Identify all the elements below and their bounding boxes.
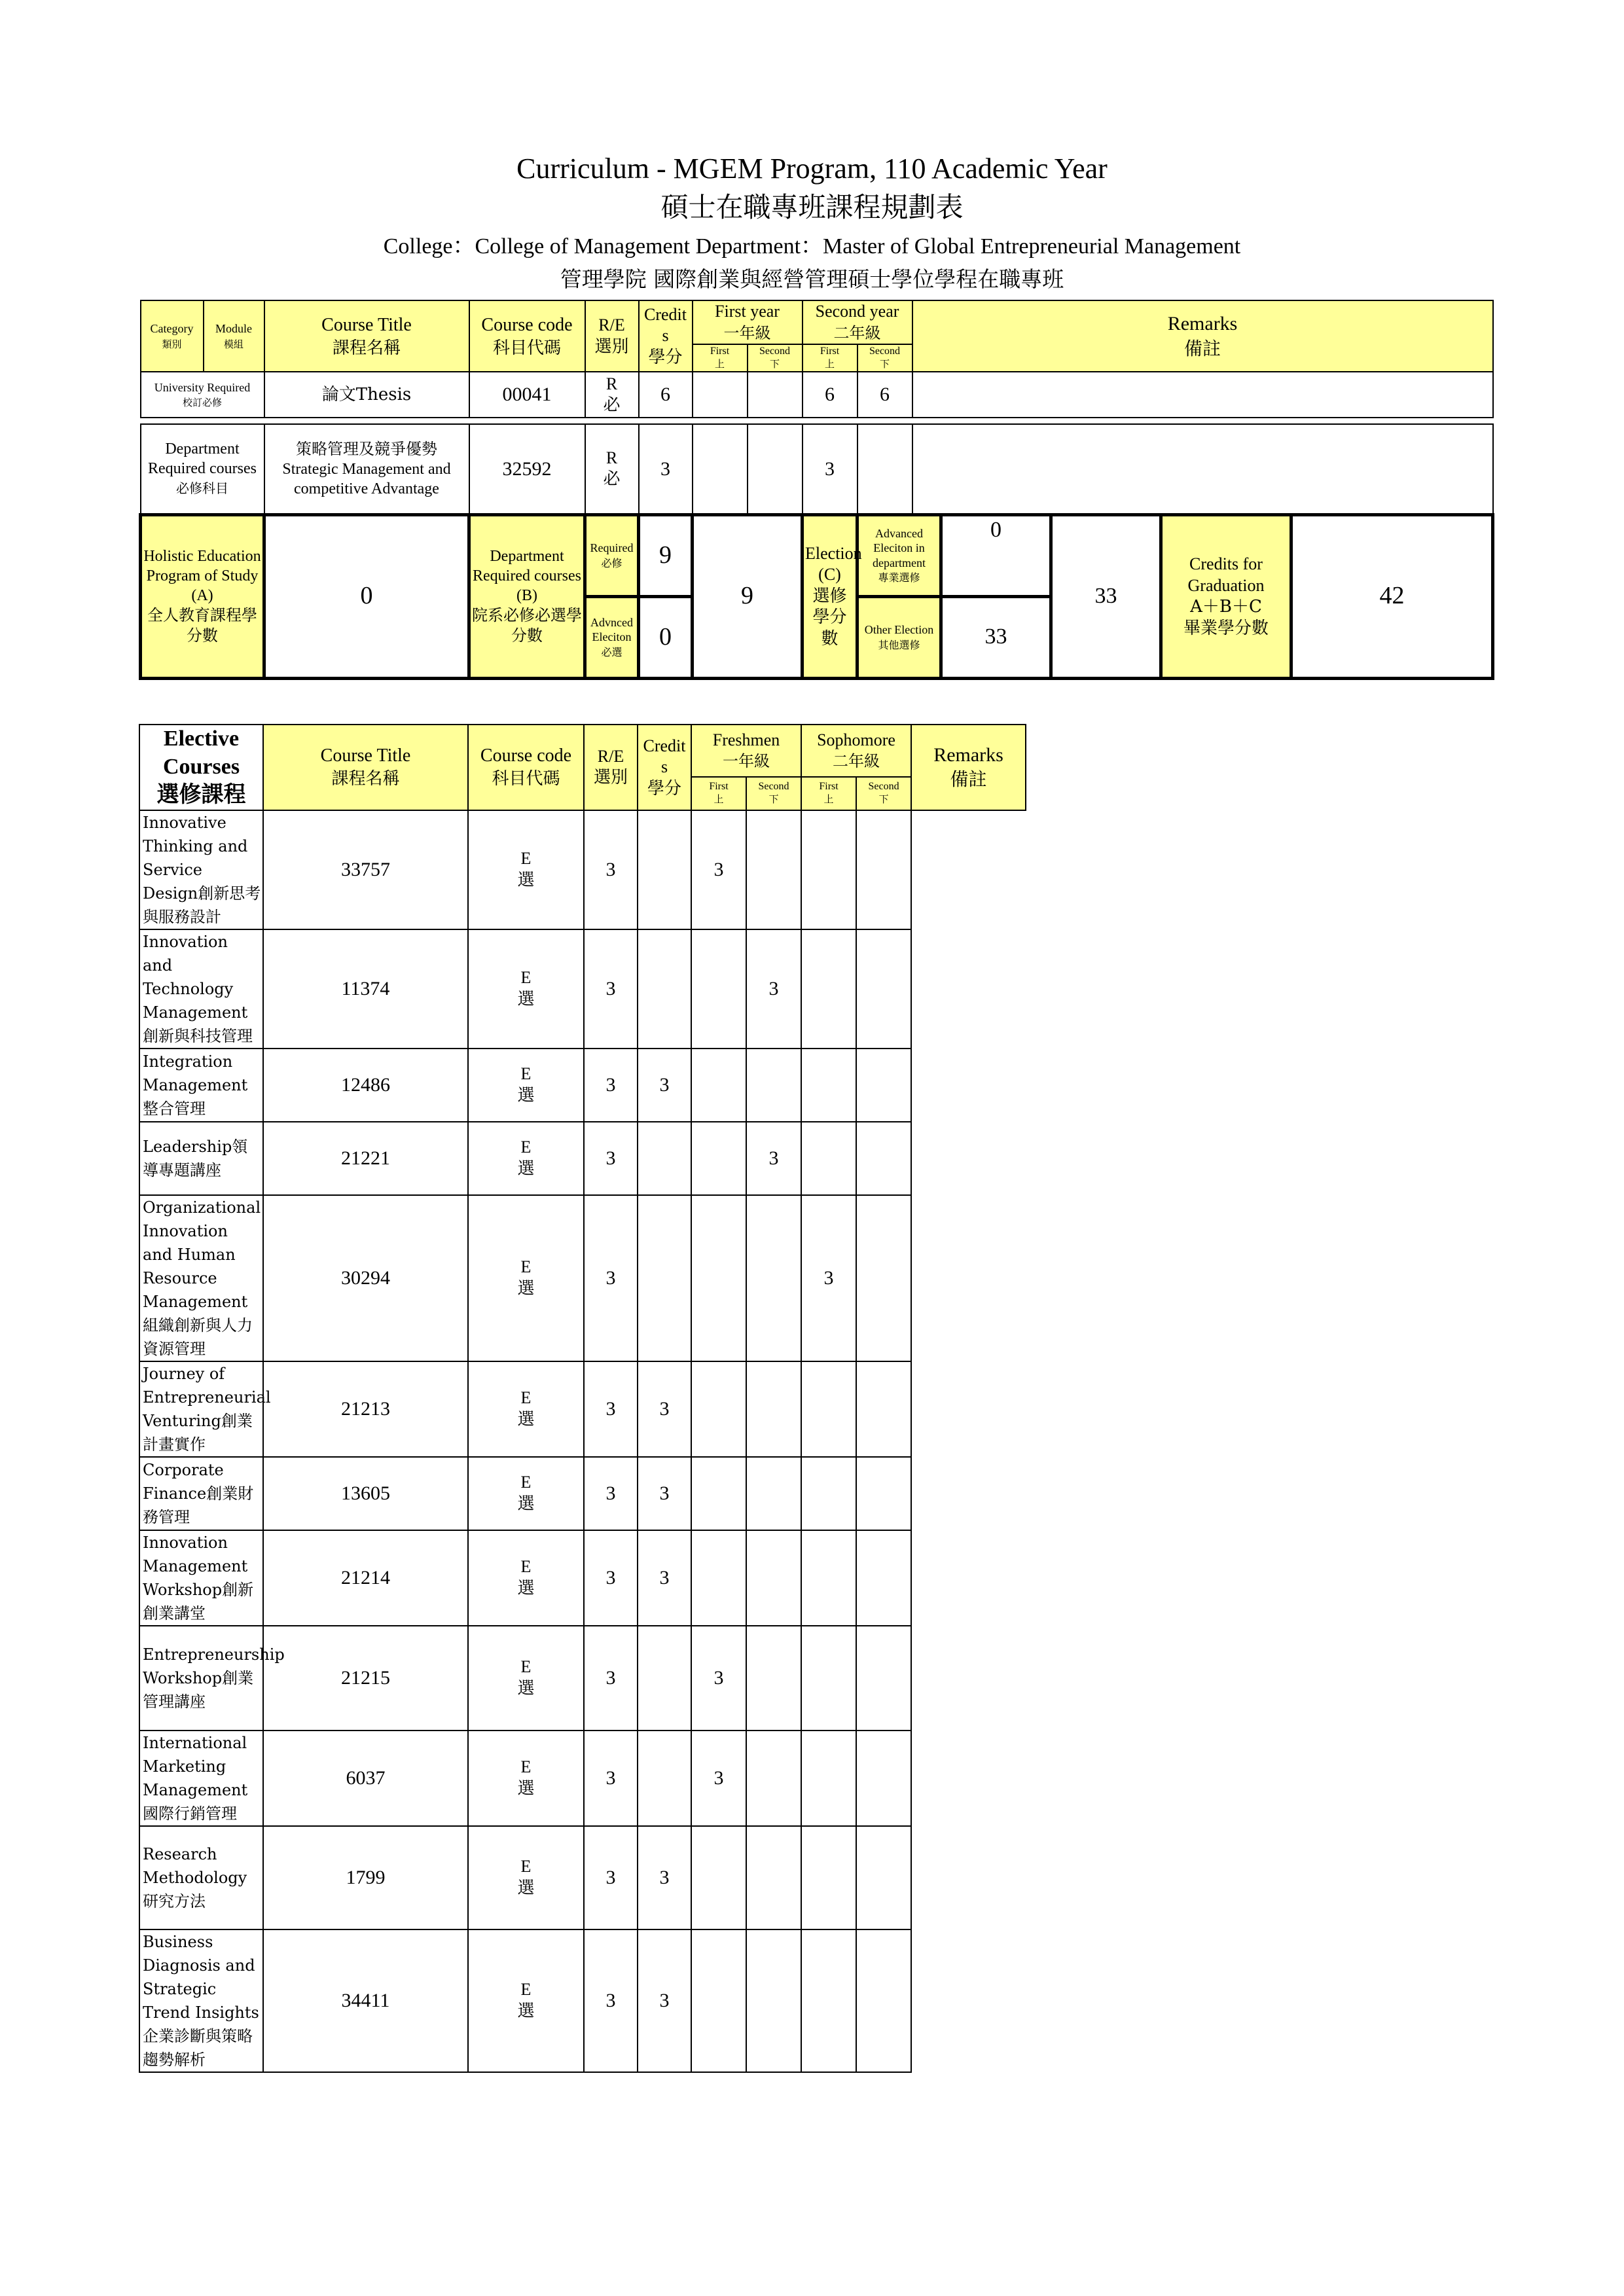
row-re: R 必: [585, 372, 639, 418]
row-y2-first: [746, 1530, 801, 1626]
row-course-code: 34411: [263, 1929, 468, 2072]
election-label: Election (C) 選修學分數: [803, 514, 857, 678]
header-y1-second: Second 下: [748, 344, 803, 372]
row-remarks: [856, 1929, 911, 2072]
totals-row: [141, 514, 1493, 596]
row-credits: 6: [639, 372, 693, 418]
re-letter: E: [520, 1757, 532, 1776]
re-letter: E: [520, 1138, 532, 1157]
header-course-title: Course Title 課程名稱: [263, 725, 468, 810]
table-row: [141, 424, 1493, 514]
row-re: R 必: [585, 424, 639, 514]
row-credits: 3: [584, 1826, 638, 1929]
row-remarks: [856, 1361, 911, 1457]
table-row: [139, 1195, 1026, 1361]
row-credits: 3: [584, 1731, 638, 1826]
re-letter: E: [520, 1388, 532, 1407]
required-courses-table: [139, 300, 1494, 680]
row-credits: 3: [584, 1929, 638, 2072]
row-course-code: 21214: [263, 1530, 468, 1626]
row-re: [468, 1626, 584, 1731]
header-credits: Credit s 學分: [639, 300, 693, 372]
header-re: R/E 選別: [584, 725, 638, 810]
row-credits: 3: [639, 424, 693, 514]
row-y1-first: [693, 424, 748, 514]
row-y1-first: [638, 929, 691, 1049]
row-course-title: Innovative Thinking and Service Design創新思考與服務設計: [139, 810, 263, 929]
dept-total-value: 9: [693, 514, 803, 678]
row-y2-first: [746, 1195, 801, 1361]
table-row: [139, 810, 1026, 929]
re-zh: 選: [517, 1085, 535, 1105]
row-course-code: 33757: [263, 810, 468, 929]
row-re: [468, 1361, 584, 1457]
row-remarks: [856, 1530, 911, 1626]
row-y1-second: [691, 1929, 746, 2072]
row-y2-second: [801, 1457, 856, 1530]
row-y2-first: [746, 1049, 801, 1122]
row-course-title: Business Diagnosis and Strategic Trend Insights企業診斷與策略趨勢解析: [139, 1929, 263, 2072]
other-election-label: Other Election 其他選修: [857, 596, 941, 678]
row-y1-second: [691, 1530, 746, 1626]
header-second-year: Second year 二年級: [803, 300, 912, 344]
row-y1-second: [691, 929, 746, 1049]
elective-category: Elective Courses 選修課程: [139, 725, 263, 810]
row-y2-second: [801, 1731, 856, 1826]
row-y1-second: 3: [691, 1626, 746, 1731]
row-course-title: Research Methodology研究方法: [139, 1826, 263, 1929]
row-credits: 3: [584, 1530, 638, 1626]
header-course-title: Course Title 課程名稱: [264, 300, 469, 372]
re-letter: E: [520, 1980, 532, 1999]
row-course-code: 21221: [263, 1122, 468, 1195]
row-y1-second: 3: [691, 1731, 746, 1826]
re-letter: E: [520, 1473, 532, 1492]
row-credits: 3: [584, 1049, 638, 1122]
re-zh: 選: [517, 870, 535, 890]
row-course-code: 12486: [263, 1049, 468, 1122]
re-zh: 選: [517, 1678, 535, 1698]
row-credits: 3: [584, 1457, 638, 1530]
advanced-label: Advnced Eleciton 必選: [585, 596, 639, 678]
row-course-title: Innovation and Technology Management創新與科技管理: [139, 929, 263, 1049]
row-re: [468, 1195, 584, 1361]
table-row: [139, 1731, 1026, 1826]
adv-election-value: 0: [941, 514, 1051, 596]
row-y2-second: 6: [857, 372, 912, 418]
row-y1-second: [748, 424, 803, 514]
header-re: R/E 選別: [585, 300, 639, 372]
row-course-title: Journey of Entrepreneurial Venturing創業計畫實作: [139, 1361, 263, 1457]
row-y2-first: [746, 1457, 801, 1530]
header-remarks: Remarks 備註: [912, 300, 1493, 372]
header-category: Category 類別: [141, 300, 204, 372]
row-re: [468, 1122, 584, 1195]
page-title: Curriculum - MGEM Program, 110 Academic Year: [516, 152, 1108, 185]
row-course-title: Entrepreneurship Workshop創業管理講座: [139, 1626, 263, 1731]
row-course-title: International Marketing Management國際行銷管理: [139, 1731, 263, 1826]
dept-required-label: Department Required courses (B) 院系必修必選學分數: [469, 514, 585, 678]
re-letter: E: [520, 1657, 532, 1676]
row-remarks: [856, 929, 911, 1049]
row-y2-first: 3: [746, 929, 801, 1049]
holistic-value: 0: [264, 514, 469, 678]
row-course-title: Organizational Innovation and Human Resource Management組織創新與人力資源管理: [139, 1195, 263, 1361]
table-row: [139, 1530, 1026, 1626]
re-zh: 選: [517, 1494, 535, 1514]
row-remarks: [856, 1195, 911, 1361]
re-zh: 選: [517, 2001, 535, 2021]
re-letter: E: [520, 1857, 532, 1876]
row-y2-second: [801, 1049, 856, 1122]
other-election-value: 33: [941, 596, 1051, 678]
table-row: [141, 372, 1493, 418]
row-y2-second: [801, 1530, 856, 1626]
row-y2-first: 3: [803, 424, 857, 514]
row-remarks: [856, 810, 911, 929]
row-y2-first: [746, 1929, 801, 2072]
row-remarks: [912, 372, 1493, 418]
row-y1-first: 3: [638, 1530, 691, 1626]
table-row: [139, 1049, 1026, 1122]
row-remarks: [856, 1457, 911, 1530]
row-y1-second: [691, 1049, 746, 1122]
row-y1-first: [638, 1731, 691, 1826]
row-code: 00041: [469, 372, 585, 418]
row-y1-first: [638, 810, 691, 929]
row-course-title: Corporate Finance創業財務管理: [139, 1457, 263, 1530]
row-re: [468, 1457, 584, 1530]
election-total-value: 33: [1051, 514, 1161, 678]
header-first-year: First year 一年級: [693, 300, 803, 344]
row-credits: 3: [584, 1195, 638, 1361]
row-y1-second: 3: [691, 810, 746, 929]
row-credits: 3: [584, 1361, 638, 1457]
holistic-label: Holistic Education Program of Study (A) 全人教育課程學分數: [141, 514, 264, 678]
header-y1-first: First 上: [691, 777, 746, 810]
re-zh: 選: [517, 1578, 535, 1598]
re-zh: 選: [517, 1409, 535, 1429]
re-zh: 選: [517, 1158, 535, 1179]
row-y1-first: 3: [638, 1457, 691, 1530]
re-letter: E: [520, 1257, 532, 1276]
row-re: [468, 929, 584, 1049]
row-re: [468, 810, 584, 929]
row-y1-first: 3: [638, 1361, 691, 1457]
row-credits: 3: [584, 810, 638, 929]
table-row: [139, 1361, 1026, 1457]
row-y2-first: 6: [803, 372, 857, 418]
row-course-code: 21215: [263, 1626, 468, 1731]
row-y1-first: [638, 1122, 691, 1195]
row-y2-second: [801, 1361, 856, 1457]
re-zh: 選: [517, 989, 535, 1009]
row-y2-first: [746, 1626, 801, 1731]
table-row: [139, 1626, 1026, 1731]
row-y1-first: [693, 372, 748, 418]
header-y2-second: Second 下: [857, 344, 912, 372]
header-module: Module 模組: [204, 300, 264, 372]
table-row: [139, 1122, 1026, 1195]
row-remarks: [856, 1731, 911, 1826]
row-y2-first: [746, 1361, 801, 1457]
row-y1-first: 3: [638, 1826, 691, 1929]
elective-courses-table: [139, 724, 1026, 2073]
header-y1-second: Second 下: [746, 777, 801, 810]
row-re: [468, 1530, 584, 1626]
row-remarks: [856, 1626, 911, 1731]
row-course-code: 6037: [263, 1731, 468, 1826]
re-zh: 選: [517, 1278, 535, 1299]
required-label: Required 必修: [585, 514, 639, 596]
table-row: [139, 1826, 1026, 1929]
table-row: [139, 1929, 1026, 2072]
row-y2-first: [746, 1826, 801, 1929]
header-y2-first: First 上: [803, 344, 857, 372]
row-course-code: 1799: [263, 1826, 468, 1929]
row-y2-second: [801, 1826, 856, 1929]
row-y1-first: 3: [638, 1929, 691, 2072]
row-remarks: [856, 1826, 911, 1929]
row-y1-second: [691, 1122, 746, 1195]
row-re: [468, 1049, 584, 1122]
header-sophomore: Sophomore 二年級: [801, 725, 911, 777]
row-title: 論文Thesis: [264, 372, 469, 418]
graduation-value: 42: [1291, 514, 1493, 678]
header-course-code: Course code 科目代碼: [468, 725, 584, 810]
row-category: University Required 校訂必修: [141, 372, 264, 418]
header-y2-second: Second 下: [856, 777, 911, 810]
row-y1-first: [638, 1626, 691, 1731]
row-remarks: [856, 1049, 911, 1122]
row-y1-first: [638, 1195, 691, 1361]
row-y1-second: [691, 1457, 746, 1530]
re-letter: E: [520, 1064, 532, 1083]
row-credits: 3: [584, 1626, 638, 1731]
college-line-zh: 管理學院 國際創業與經營管理碩士學位學程在職專班: [560, 266, 1064, 292]
college-line: College：College of Management Department：Master of Global Entrepreneurial Management: [383, 234, 1241, 259]
re-letter: E: [520, 849, 532, 868]
row-y2-second: [801, 1626, 856, 1731]
advanced-value: 0: [639, 596, 693, 678]
row-y1-second: [691, 1361, 746, 1457]
row-y2-first: 3: [746, 1122, 801, 1195]
row-y1-second: [748, 372, 803, 418]
graduation-label: Credits for Graduation A＋B＋C 畢業學分數: [1161, 514, 1291, 678]
header-freshmen: Freshmen 一年級: [691, 725, 801, 777]
row-y2-second: [857, 424, 912, 514]
row-title: 策略管理及競爭優勢 Strategic Management and competitive Advantage: [264, 424, 469, 514]
row-credits: 3: [584, 1122, 638, 1195]
row-course-code: 13605: [263, 1457, 468, 1530]
row-re: [468, 1929, 584, 2072]
row-course-title: Innovation Management Workshop創新創業講堂: [139, 1530, 263, 1626]
row-course-title: Leadership領導專題講座: [139, 1122, 263, 1195]
row-y2-second: [801, 929, 856, 1049]
row-course-title: Integration Management整合管理: [139, 1049, 263, 1122]
header-remarks: Remarks 備註: [911, 725, 1026, 810]
row-y2-second: [801, 1122, 856, 1195]
row-y2-first: [746, 810, 801, 929]
header-y1-first: First 上: [693, 344, 748, 372]
header-course-code: Course code 科目代碼: [469, 300, 585, 372]
row-credits: 3: [584, 929, 638, 1049]
row-y2-second: 3: [801, 1195, 856, 1361]
row-re: [468, 1826, 584, 1929]
table-row: [139, 929, 1026, 1049]
adv-election-label: Advanced Eleciton in department 專業選修: [857, 514, 941, 596]
required-value: 9: [639, 514, 693, 596]
re-zh: 選: [517, 1778, 535, 1799]
re-letter: E: [520, 968, 532, 987]
row-y2-second: [801, 810, 856, 929]
row-y1-first: 3: [638, 1049, 691, 1122]
row-re: [468, 1731, 584, 1826]
row-code: 32592: [469, 424, 585, 514]
table-row: [139, 1457, 1026, 1530]
header-y2-first: First 上: [801, 777, 856, 810]
row-remarks: [912, 424, 1493, 514]
page-title-zh: 碩士在職專班課程規劃表: [660, 191, 964, 223]
row-y2-first: [746, 1731, 801, 1826]
row-y1-second: [691, 1195, 746, 1361]
row-course-code: 30294: [263, 1195, 468, 1361]
row-course-code: 11374: [263, 929, 468, 1049]
row-category: Department Required courses 必修科目: [141, 424, 264, 514]
row-y2-second: [801, 1929, 856, 2072]
row-course-code: 21213: [263, 1361, 468, 1457]
re-letter: E: [520, 1557, 532, 1576]
row-remarks: [856, 1122, 911, 1195]
header-credits: Credit s 學分: [638, 725, 691, 810]
row-y1-second: [691, 1826, 746, 1929]
re-zh: 選: [517, 1878, 535, 1898]
